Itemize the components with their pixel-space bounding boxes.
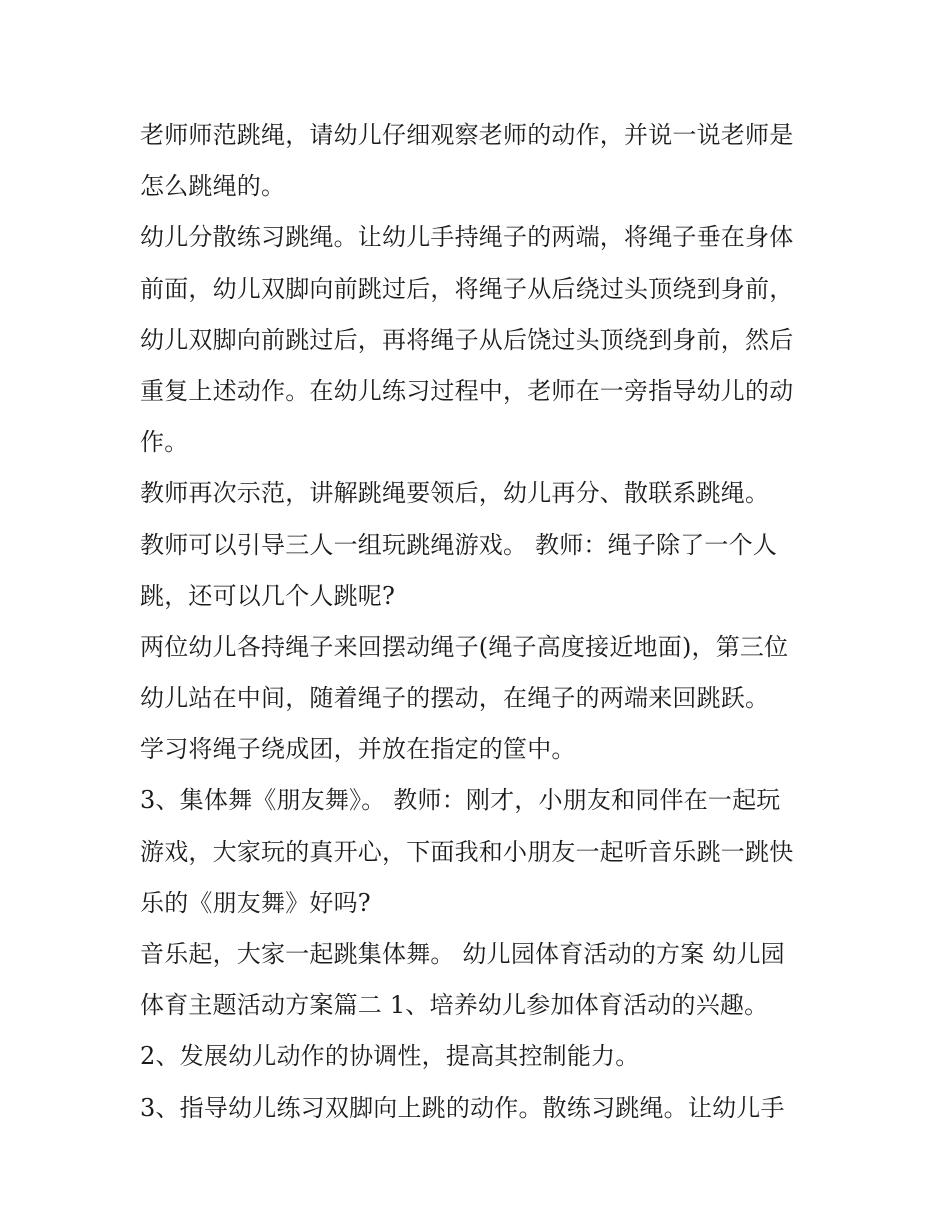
text-line: 体育主题活动方案篇二 1、培养幼儿参加体育活动的兴趣。: [140, 991, 769, 1020]
text-line: 幼儿站在中间，随着绳子的摆动，在绳子的两端来回跳跃。: [140, 684, 770, 713]
text-line: 学习将绳子绕成团，并放在指定的筐中。: [140, 735, 576, 764]
text-line: 老师师范跳绳，请幼儿仔细观察老师的动作，并说一说老师是: [140, 121, 794, 149]
text-line: 两位幼儿各持绳子来回摆动绳子(绳子高度接近地面)，第三位: [140, 632, 789, 661]
text-line: 2、发展幼儿动作的协调性，提高其控制能力。: [140, 1042, 640, 1071]
text-line: 幼儿分散练习跳绳。让幼儿手持绳子的两端，将绳子垂在身体: [140, 223, 794, 252]
text-line: 乐的《朋友舞》好吗?: [140, 888, 371, 917]
text-line: 怎么跳绳的。: [140, 172, 286, 201]
text-line: 3、指导幼儿练习双脚向上跳的动作。散练习跳绳。让幼儿手: [140, 1093, 785, 1122]
text-line: 教师可以引导三人一组玩跳绳游戏。 教师：绳子除了一个人: [140, 530, 778, 559]
text-line: 音乐起，大家一起跳集体舞。 幼儿园体育活动的方案 幼儿园: [140, 940, 785, 968]
text-line: 游戏，大家玩的真开心，下面我和小朋友一起听音乐跳一跳快: [140, 837, 794, 866]
text-line: 跳，还可以几个人跳呢?: [140, 581, 396, 610]
document-body: [140, 110, 820, 1134]
text-line: 前面，幼儿双脚向前跳过后，将绳子从后绕过头顶绕到身前，: [140, 274, 794, 303]
text-line: 3、集体舞《朋友舞》。 教师：刚才，小朋友和同伴在一起玩: [140, 786, 781, 815]
text-line: 幼儿双脚向前跳过后，再将绳子从后饶过头顶绕到身前，然后: [140, 325, 794, 354]
text-line: 作。: [140, 428, 189, 457]
text-line: 重复上述动作。在幼儿练习过程中，老师在一旁指导幼儿的动: [140, 376, 794, 405]
text-line: 教师再次示范，讲解跳绳要领后，幼儿再分、散联系跳绳。: [140, 479, 770, 508]
